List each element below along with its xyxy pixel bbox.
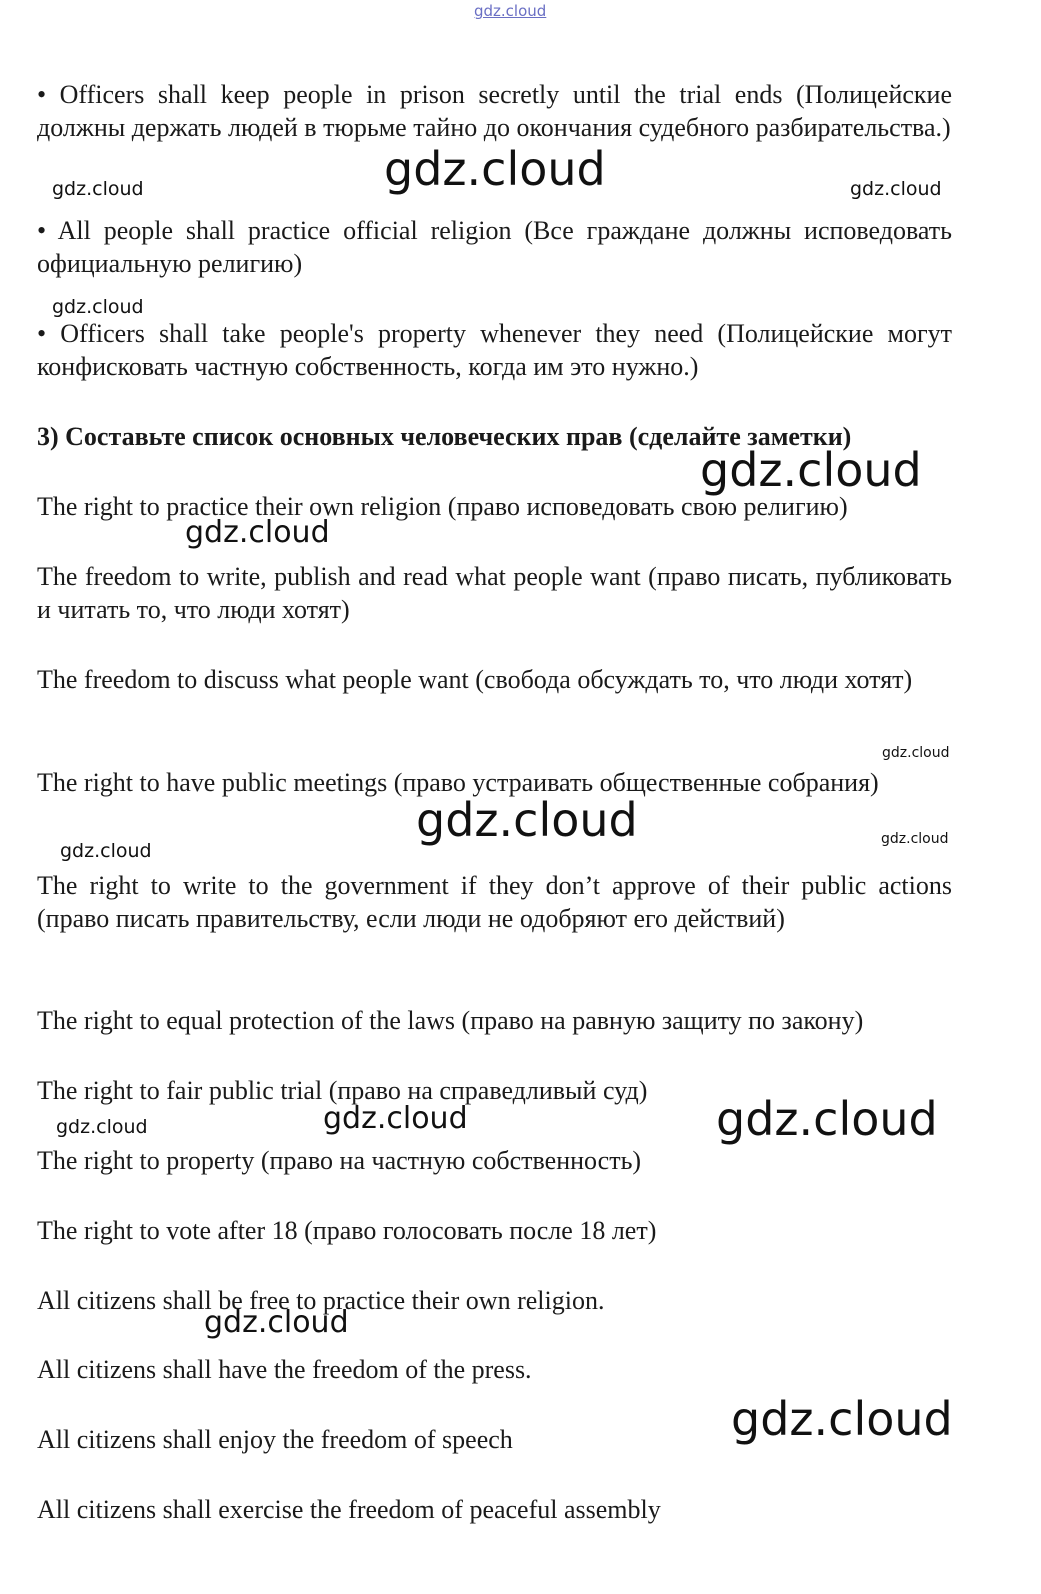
watermark: gdz.cloud <box>882 745 950 761</box>
watermark: gdz.cloud <box>384 142 606 196</box>
statement-item: All citizens shall exercise the freedom of peaceful assembly <box>37 1495 661 1524</box>
watermark: gdz.cloud <box>60 840 152 862</box>
watermark: gdz.cloud <box>881 831 949 847</box>
rights-item: The right to fair public trial (право на справедливый суд) <box>37 1076 648 1105</box>
bullet-item: • Officers shall keep people in prison secretly until the trial ends (Полицейские должны держать людей в тюрьме тайно до окончания судебного разбирательства.) <box>37 80 952 142</box>
watermark: gdz.cloud <box>56 1116 148 1138</box>
rights-item: The freedom to discuss what people want (свобода обсуждать то, что люди хотят) <box>37 665 913 694</box>
rights-item: The right to property (право на частную собственность) <box>37 1146 642 1175</box>
watermark: gdz.cloud <box>52 178 144 200</box>
watermark: gdz.cloud <box>185 515 330 550</box>
watermark: gdz.cloud <box>204 1305 349 1340</box>
site-link[interactable]: gdz.cloud <box>474 2 547 20</box>
bullet-item: • Officers shall take people's property whenever they need (Полицейские могут конфисковать частную собственность, когда им это нужно.) <box>37 319 952 381</box>
rights-item: The freedom to write, publish and read what people want (право писать, публиковать и читать то, что люди хотят) <box>37 562 952 624</box>
statement-item: All citizens shall be free to practice their own religion. <box>37 1286 605 1315</box>
rights-item: The right to vote after 18 (право голосовать после 18 лет) <box>37 1216 657 1245</box>
watermark: gdz.cloud <box>850 178 942 200</box>
watermark: gdz.cloud <box>323 1101 468 1136</box>
watermark: gdz.cloud <box>52 296 144 318</box>
watermark: gdz.cloud <box>716 1092 938 1146</box>
statement-item: All citizens shall have the freedom of the press. <box>37 1355 532 1384</box>
rights-item: The right to equal protection of the laws (право на равную защиту по закону) <box>37 1006 864 1035</box>
rights-item: The right to write to the government if they don’t approve of their public actions (право писать правительству, если люди не одобряют его действий) <box>37 871 952 933</box>
rights-item: The right to practice their own religion (право исповедовать свою религию) <box>37 492 848 521</box>
rights-item: The right to have public meetings (право устраивать общественные собрания) <box>37 768 879 797</box>
statement-item: All citizens shall enjoy the freedom of speech <box>37 1425 513 1454</box>
watermark: gdz.cloud <box>731 1392 953 1446</box>
bullet-item: • All people shall practice official religion (Все граждане должны исповедовать официальную религию) <box>37 216 952 278</box>
section-heading: 3) Составьте список основных человеческих прав (сделайте заметки) <box>37 422 852 451</box>
watermark: gdz.cloud <box>416 793 638 847</box>
watermark: gdz.cloud <box>700 443 922 497</box>
